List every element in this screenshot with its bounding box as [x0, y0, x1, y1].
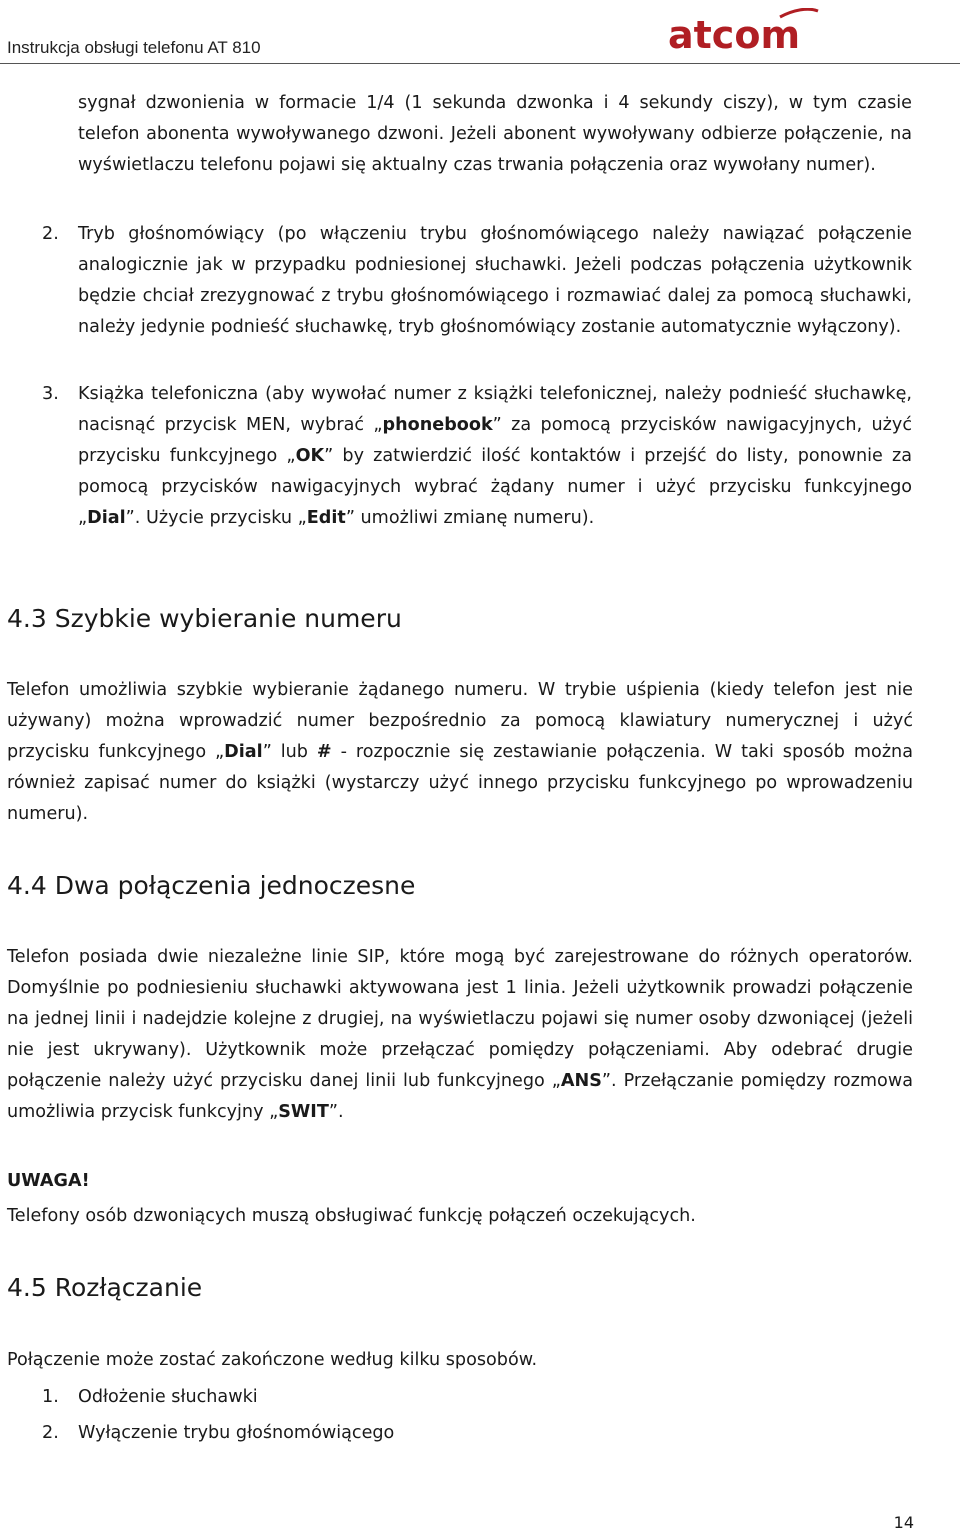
list-item-disconnect-2: 2. Wyłączenie trybu głośnomówiącego: [42, 1423, 395, 1443]
section-heading-4-3: 4.3 Szybkie wybieranie numeru: [7, 604, 402, 633]
keyword-swit: SWIT: [278, 1102, 329, 1122]
list-number: 2.: [42, 224, 59, 244]
page-number: 14: [893, 1513, 914, 1532]
list-item-1-continuation: sygnał dzwonienia w formacie 1/4 (1 sekunda dzwonka i 4 sekundy ciszy), w tym czasie telefon abonenta wywoływanego dzwoni. Jeżeli abonent wywoływany odbierze połączenie, na wyświetlaczu telefonu pojawi się aktualny czas trwania połączenia oraz wywołany numer).: [78, 93, 912, 175]
warning-label: UWAGA!: [7, 1171, 90, 1191]
list-item-2: [42, 219, 912, 343]
warning-text: Telefony osób dzwoniących muszą obsługiwać funkcję połączeń oczekujących.: [7, 1206, 696, 1226]
section-4-5-intro: Połączenie może zostać zakończone według kilku sposobów.: [7, 1350, 538, 1370]
section-heading-4-5: 4.5 Rozłączanie: [7, 1273, 203, 1302]
keyword-phonebook: phonebook: [382, 415, 493, 435]
list-item-disconnect-1: 1. Odłożenie słuchawki: [42, 1387, 258, 1407]
list-number: 3.: [42, 384, 59, 404]
list-item-3: [42, 379, 912, 534]
page-header: [0, 0, 960, 64]
section-heading-4-4: 4.4 Dwa połączenia jednoczesne: [7, 871, 416, 900]
keyword-dial: Dial: [224, 742, 263, 762]
atcom-logo: [668, 8, 828, 54]
keyword-dial: Dial: [87, 508, 126, 528]
logo-text: atcom: [668, 13, 801, 54]
list-text: Książka telefoniczna (aby wywołać numer z książki telefonicznej, należy podnieść słuchawkę, nacisnąć przycisk MEN, wybrać „phonebook” za pomocą przycisków nawigacyjnych, użyć przycisku funkcyjnego „OK” by zatwierdzić ilość kontaktów i przejść do listy, ponownie za pomocą przycisków nawigacyjnych wybrać żądany numer i użyć przycisku funkcyjnego „Dial”. Użycie przycisku „Edit” umożliwi zmianę numeru).: [78, 384, 912, 528]
document-title: Instrukcja obsługi telefonu AT 810: [7, 38, 261, 57]
keyword-hash: #: [316, 742, 332, 762]
keyword-ans: ANS: [560, 1071, 602, 1091]
list-text: Tryb głośnomówiący (po włączeniu trybu głośnomówiącego należy nawiązać połączenie analogicznie jak w przypadku podniesionej słuchawki. Jeżeli podczas połączenia użytkownik będzie chciał zrezygnować z trybu głośnomówiącego i rozmawiać dalej za pomocą słuchawki, należy jedynie podnieść słuchawkę, tryb głośnomówiący zostanie automatycznie wyłączony).: [78, 224, 912, 337]
keyword-edit: Edit: [306, 508, 346, 528]
keyword-ok: OK: [295, 446, 325, 466]
header-divider: [0, 63, 960, 64]
section-4-4-paragraph: Telefon posiada dwie niezależne linie SIP, które mogą być zarejestrowane do różnych operatorów. Domyślnie po podniesieniu słuchawki aktywowana jest 1 linia. Jeżeli użytkownik prowadzi połączenie na jednej linii i nadejdzie kolejne z drugiej, na wyświetlaczu pojawi się numer osoby dzwoniącej (jeżeli nie jest ukrywany). Użytkownik może przełączać pomiędzy połączeniami. Aby odebrać drugie połączenie należy użyć przycisku danej linii lub funkcyjnego „ANS”. Przełączanie pomiędzy rozmowa umożliwia przycisk funkcyjny „SWIT”.: [7, 947, 913, 1122]
section-4-3-paragraph: Telefon umożliwia szybkie wybieranie żądanego numeru. W trybie uśpienia (kiedy telefon jest nie używany) można wprowadzić numer bezpośrednio za pomocą klawiatury numerycznej i użyć przycisku funkcyjnego „Dial” lub # - rozpocznie się zestawianie połączenia. W taki sposób można również zapisać numer do książki (wystarczy użyć innego przycisku funkcyjnego po wprowadzeniu numeru).: [7, 680, 913, 824]
